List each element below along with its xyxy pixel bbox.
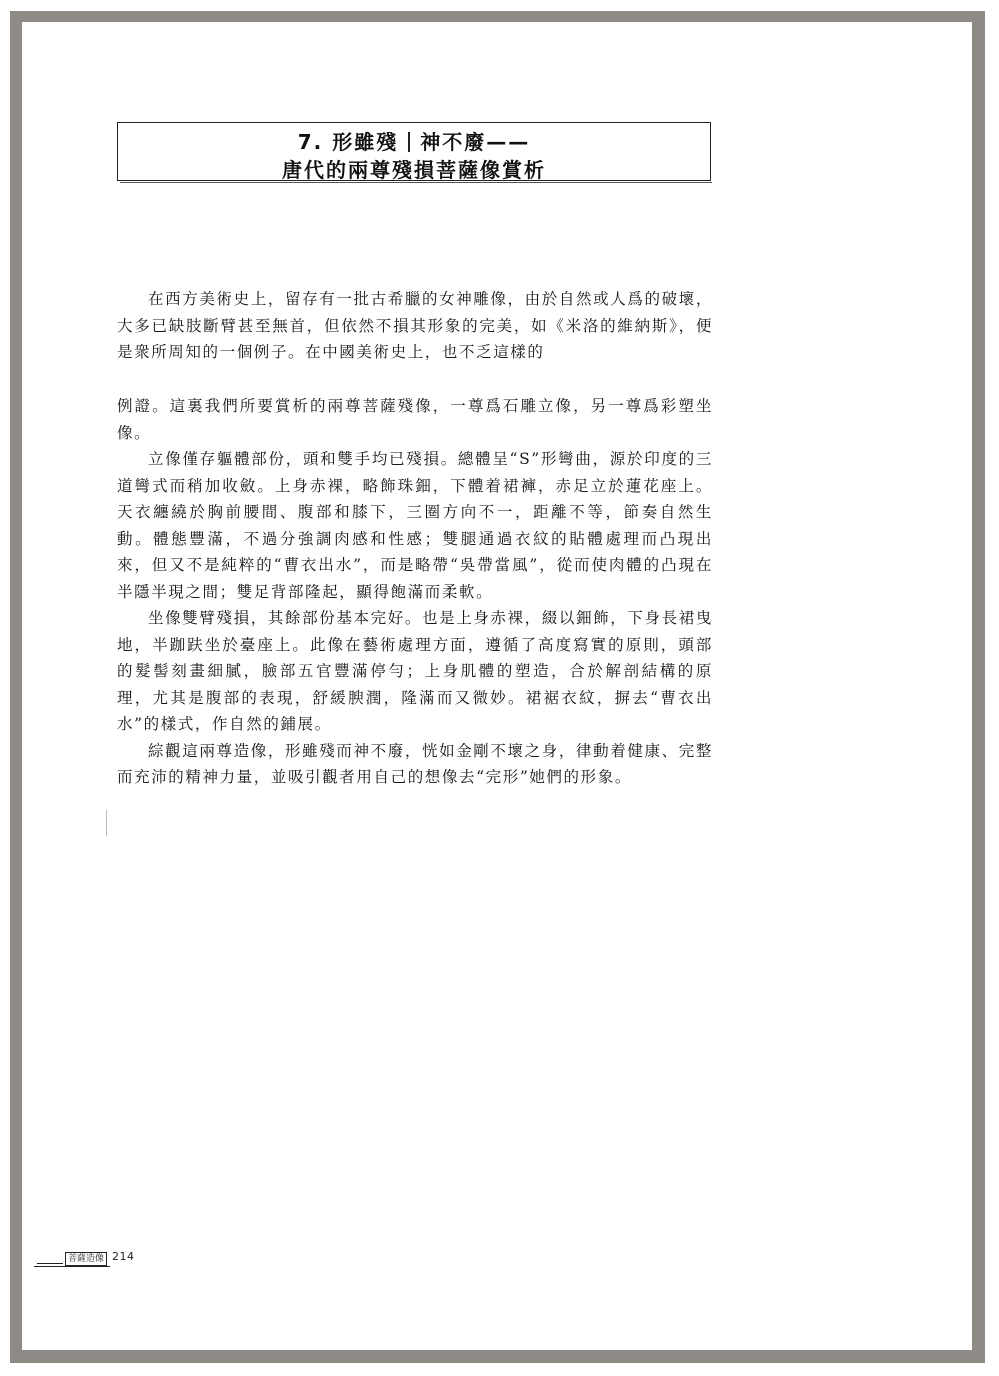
title-separator [408, 132, 410, 152]
paragraph-2: 立像僅存軀體部份，頭和雙手均已殘損。總體呈“S”形彎曲，源於印度的三道彎式而稍加收斂。上身赤裸，略飾珠鈿，下體着裙褲，赤足立於蓮花座上。天衣纏繞於胸前腰間、腹部和膝下，三圈方向不一，距離不等，節奏自然生動。體態豐滿，不過分強調肉感和性感；雙腿通過衣紋的貼體處理而凸現出來，但又不是純粹的“曹衣出水”，而是略帶“吳帶當風”，從而使肉體的凸現在半隱半現之間；雙足背部隆起，顯得飽滿而柔軟。 [117, 450, 713, 601]
body-text-block-1 [117, 286, 713, 366]
body-text-block-2 [117, 393, 713, 791]
paragraph-1-continued: 例證。這裏我們所要賞析的兩尊菩薩殘像，一尊爲石雕立像，另一尊爲彩塑坐像。 [117, 397, 713, 442]
chapter-title-right: 神不廢—— [420, 130, 531, 154]
footer-section-tab [34, 1251, 110, 1267]
page-number: 214 [112, 1250, 135, 1263]
chapter-title-box [117, 122, 711, 181]
footer-rule [37, 1263, 63, 1264]
paragraph-3: 坐像雙臂殘損，其餘部份基本完好。也是上身赤裸，綴以鈿飾，下身長裙曳地，半跏趺坐於臺座上。此像在藝術處理方面，遵循了高度寫實的原則，頭部的髮髻刻畫細膩，臉部五官豐滿停勻；上身肌體的塑造，合於解剖結構的原理，尤其是腹部的表現，舒緩腴潤，隆滿而又微妙。裙裾衣紋，摒去“曹衣出水”的樣式，作自然的鋪展。 [117, 609, 713, 733]
paragraph-1: 在西方美術史上，留存有一批古希臘的女神雕像，由於自然或人爲的破壞，大多已缺肢斷臂甚至無首，但依然不損其形象的完美，如《米洛的維納斯》，便是衆所周知的一個例子。在中國美術史上，也不乏這樣的 [117, 290, 713, 361]
chapter-title-line1 [118, 126, 710, 155]
chapter-title-left: 7. 形雖殘 [297, 130, 399, 154]
footer-section-label: 菩薩造像 [65, 1252, 107, 1266]
margin-mark [106, 810, 107, 836]
chapter-subtitle: 唐代的兩尊殘損菩薩像賞析 [282, 158, 546, 182]
paragraph-4: 綜觀這兩尊造像，形雖殘而神不廢，恍如金剛不壞之身，律動着健康、完整而充沛的精神力量，並吸引觀者用自己的想像去“完形”她們的形象。 [117, 741, 713, 786]
